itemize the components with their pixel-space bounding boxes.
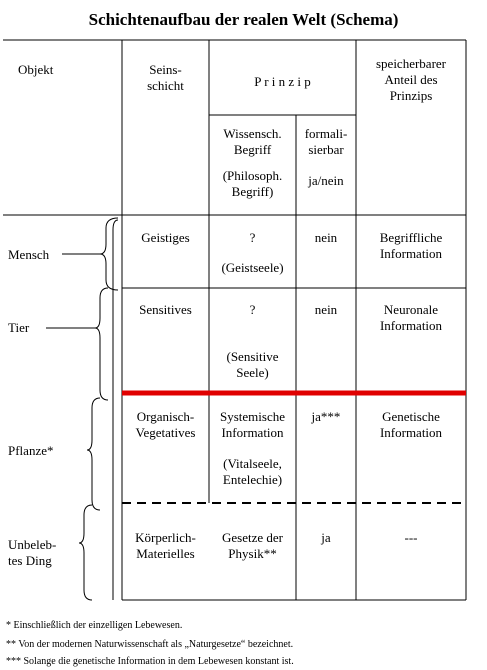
brace-mensch: [100, 218, 118, 290]
row-vegetatives-formal: ja***: [311, 409, 341, 424]
object-tier: Tier: [8, 320, 30, 335]
object-ding: Unbeleb- tes Ding: [8, 537, 57, 568]
row-vegetatives-philosoph: (Vitalseele, Entelechie): [222, 456, 283, 487]
row-sensitives-formal: nein: [314, 302, 338, 317]
brace-ding: [79, 505, 92, 600]
footnote-3: *** Solange die genetische Information in dem Lebewesen konstant ist.: [6, 656, 294, 667]
header-speicherbar: speicherbarer Anteil des Prinzips: [375, 56, 446, 103]
footnote-1: * Einschließlich der einzelligen Lebewesen.: [6, 620, 183, 631]
row-materielles-begriff: Gesetze der Physik**: [222, 530, 283, 561]
object-mensch: Mensch: [8, 247, 50, 262]
row-sensitives-schicht: Sensitives: [139, 302, 192, 317]
page-title: Schichtenaufbau der realen Welt (Schema): [88, 10, 399, 29]
row-geistiges-formal: nein: [314, 230, 338, 245]
row-geistiges-info: Begriffliche Information: [379, 230, 443, 261]
brace-outer: [113, 220, 118, 600]
row-sensitives-info: Neuronale Information: [379, 302, 443, 333]
header-philosoph-begriff: (Philosoph. Begriff): [222, 168, 283, 199]
header-wiss-begriff: Wissensch. Begriff: [223, 126, 282, 157]
row-geistiges-schicht: Geistiges: [141, 230, 190, 245]
row-geistiges-begriff: ?: [249, 230, 256, 245]
row-materielles-schicht: Körperlich- Materielles: [135, 530, 196, 561]
object-pflanze: Pflanze*: [8, 443, 54, 458]
header-ja-nein: ja/nein: [308, 173, 344, 188]
header-formalisierbar: formali- sierbar: [304, 126, 348, 157]
row-vegetatives-info: Genetische Information: [379, 409, 443, 440]
row-vegetatives-schicht: Organisch- Vegetatives: [135, 409, 196, 440]
header-seinsschicht: Seins- schicht: [147, 62, 184, 93]
brace-pflanze: [87, 398, 100, 510]
header-objekt: Objekt: [18, 62, 54, 77]
row-materielles-formal: ja: [321, 530, 331, 545]
footnote-2: ** Von der modernen Naturwissenschaft als „Naturgesetze“ bezeichnet.: [6, 639, 294, 650]
header-prinzip: P r i n z i p: [254, 74, 311, 89]
row-sensitives-philosoph: (Sensitive Seele): [226, 349, 279, 380]
brace-tier: [95, 288, 108, 400]
row-geistiges-philosoph: (Geistseele): [221, 260, 284, 275]
row-sensitives-begriff: ?: [249, 302, 256, 317]
row-vegetatives-begriff: Systemische Information: [220, 409, 285, 440]
row-materielles-info: ---: [404, 530, 418, 545]
